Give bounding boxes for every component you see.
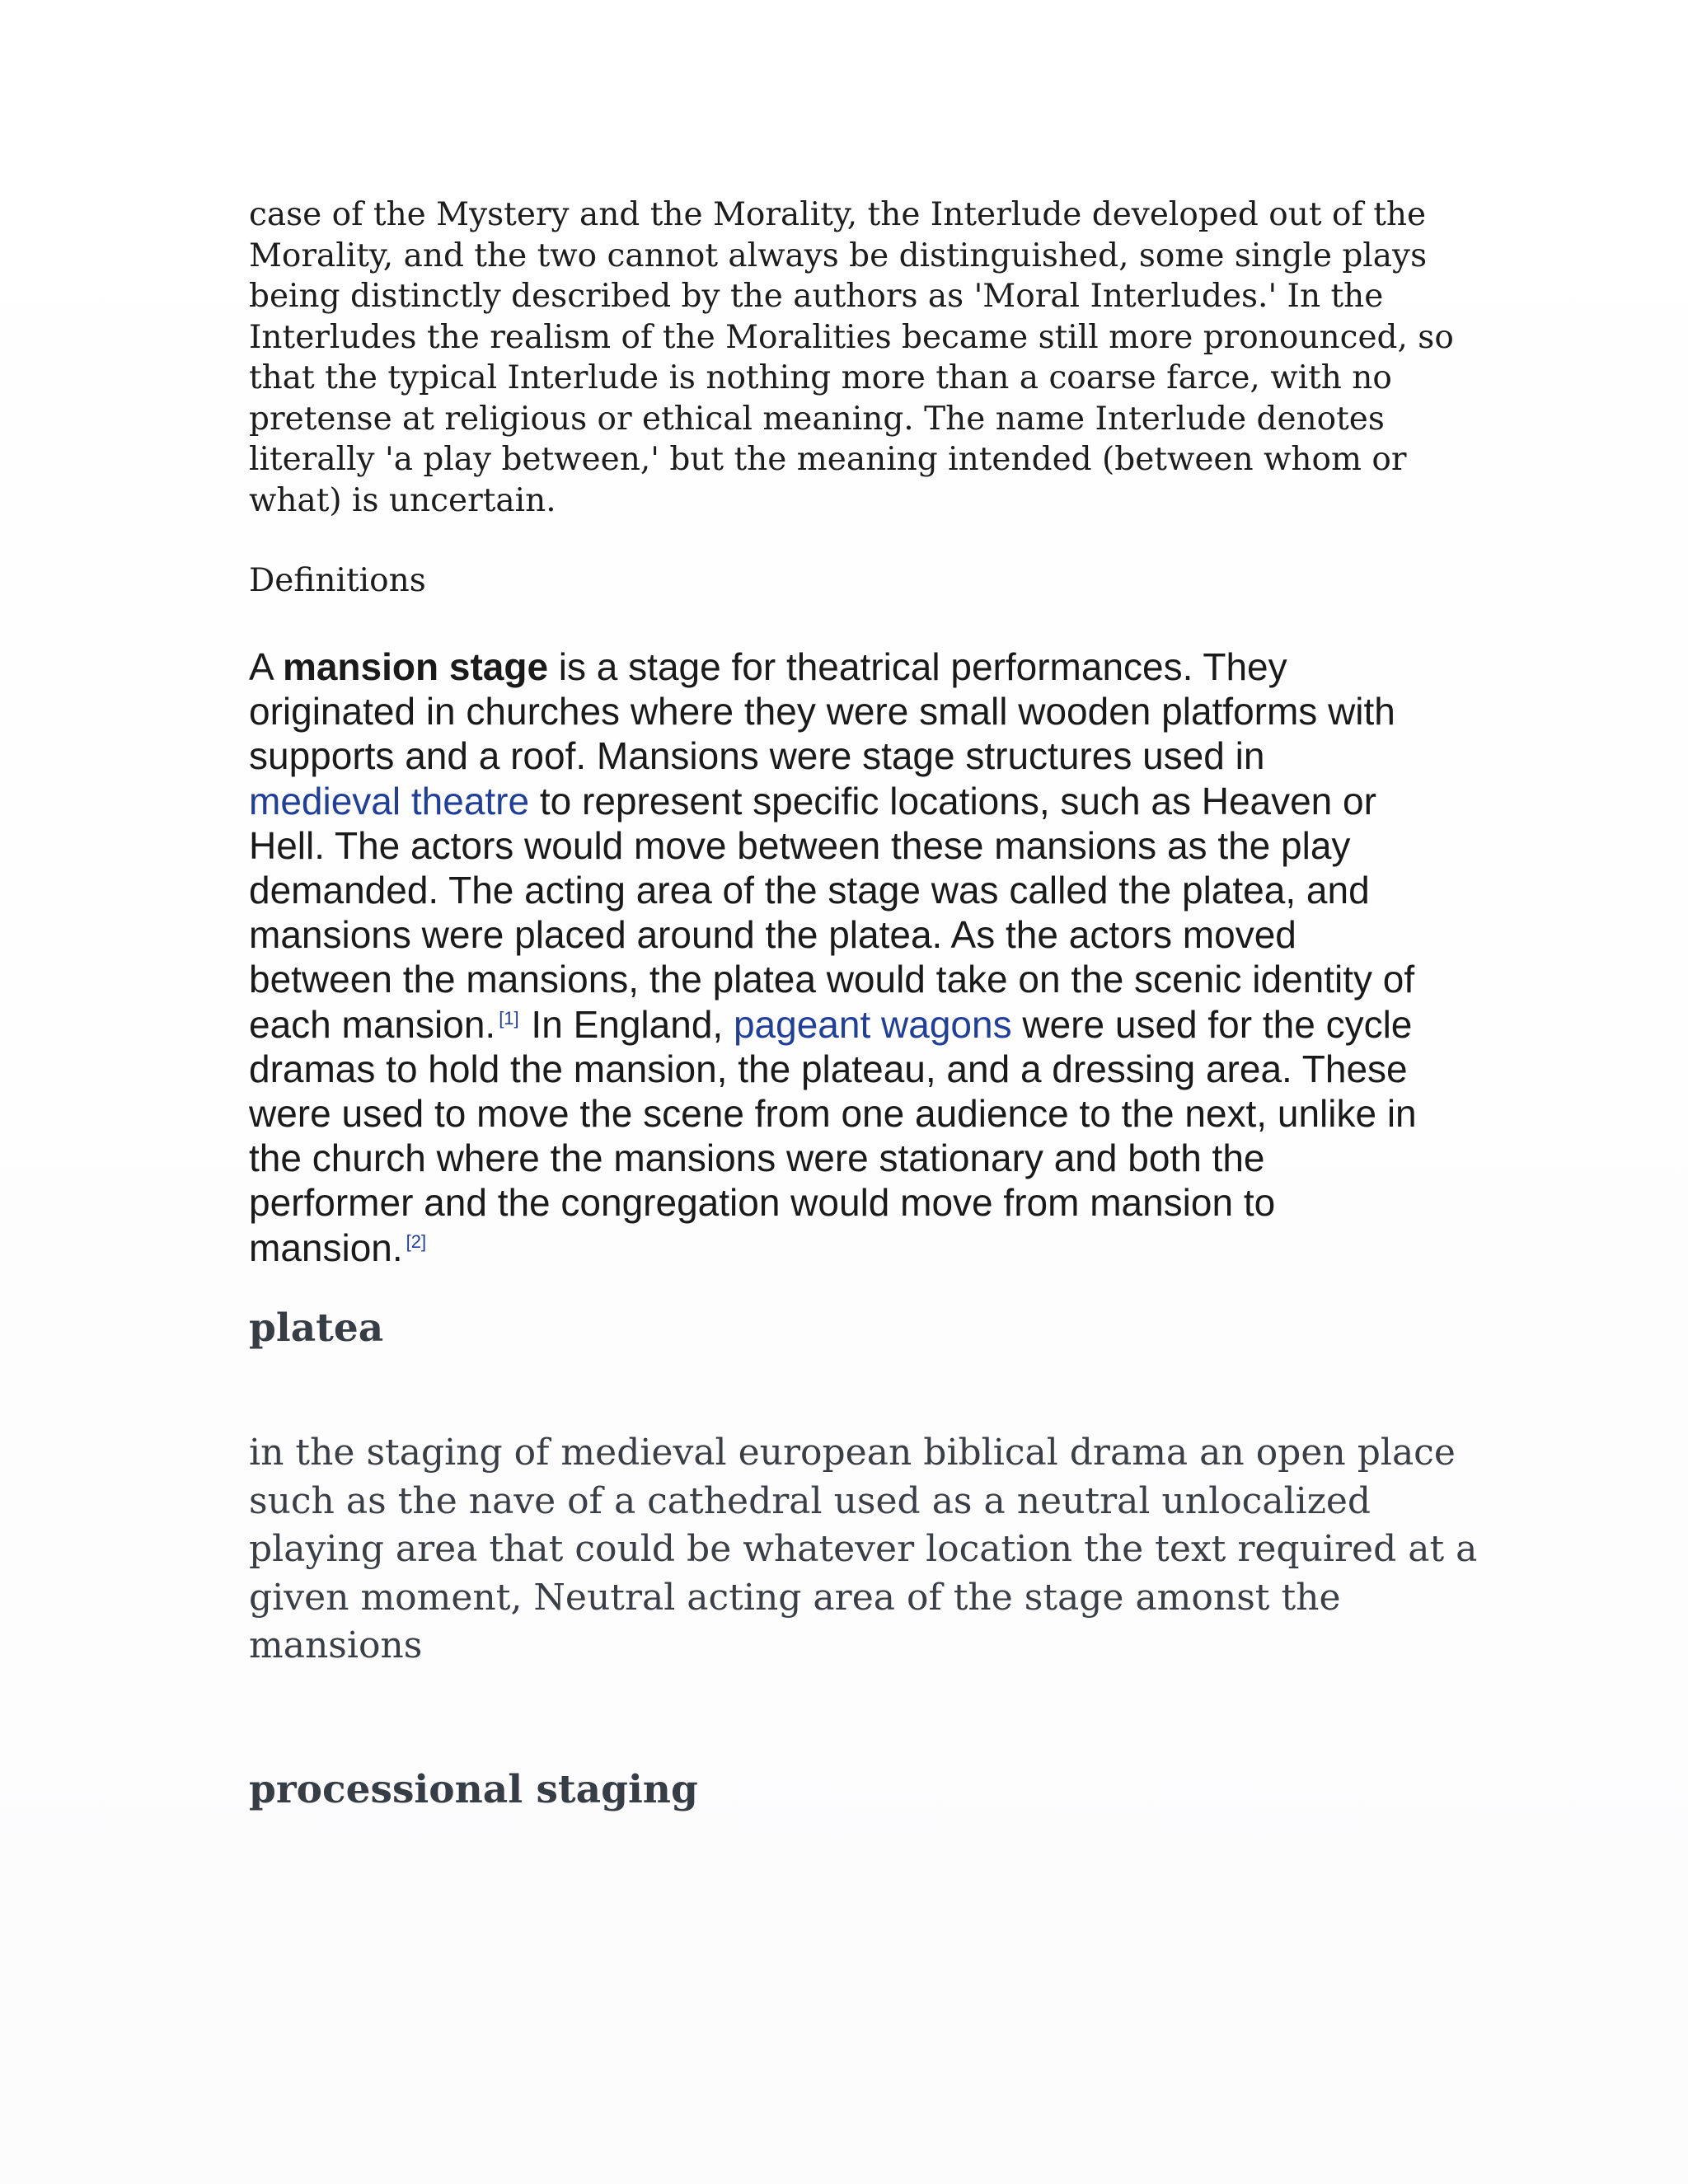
reference-2-link[interactable]: [2] xyxy=(406,1230,427,1252)
paragraph-line: what) is uncertain. xyxy=(249,481,556,519)
paragraph-line: originated in churches where they were small wooden platforms with xyxy=(249,690,1395,733)
reference-1-link[interactable]: [1] xyxy=(499,1007,519,1029)
paragraph-line xyxy=(249,1226,1452,1270)
paragraph-line: that the typical Interlude is nothing more than a coarse farce, with no xyxy=(249,359,1392,396)
interlude-paragraph xyxy=(249,194,1452,521)
platea-heading: platea xyxy=(249,1305,384,1351)
paragraph-text: to represent specific locations, such as Heaven or xyxy=(529,779,1376,823)
paragraph-line: were used to move the scene from one audience to the next, unlike in xyxy=(249,1092,1417,1136)
paragraph-line: mansions xyxy=(249,1624,423,1666)
paragraph-text: were used for the cycle xyxy=(1011,1002,1413,1046)
paragraph-line: such as the nave of a cathedral used as a neutral unlocalized xyxy=(249,1479,1372,1522)
paragraph-line: Morality, and the two cannot always be distinguished, some single plays xyxy=(249,237,1428,274)
paragraph-text: A xyxy=(249,645,283,688)
paragraph-text: In England, xyxy=(520,1002,734,1046)
paragraph-line: playing area that could be whatever location the text required at a xyxy=(249,1528,1478,1570)
paragraph-line: between the mansions, the platea would take on the scenic identity of xyxy=(249,958,1415,1001)
platea-definition xyxy=(249,1429,1478,1671)
paragraph-text: mansion. xyxy=(249,1226,403,1269)
medieval-theatre-link[interactable]: medieval theatre xyxy=(249,779,530,823)
term-mansion-stage: mansion stage xyxy=(282,645,549,688)
paragraph-line: Interludes the realism of the Moralities became still more pronounced, so xyxy=(249,318,1454,356)
paragraph-text: is a stage for theatrical performances. They xyxy=(548,645,1287,688)
paragraph-line: demanded. The acting area of the stage was called the platea, and xyxy=(249,869,1370,912)
paragraph-line xyxy=(249,1002,1452,1047)
pageant-wagons-link[interactable]: pageant wagons xyxy=(733,1002,1012,1046)
paragraph-line xyxy=(249,779,1452,823)
paragraph-line: mansions were placed around the platea. As the actors moved xyxy=(249,913,1296,957)
mansion-stage-paragraph xyxy=(249,644,1452,1270)
paragraph-line: given moment, Neutral acting area of the stage amonst the xyxy=(249,1576,1341,1619)
paragraph-text: each mansion. xyxy=(249,1002,496,1046)
paragraph-line: Hell. The actors would move between these mansions as the play xyxy=(249,823,1351,867)
paragraph-line: dramas to hold the mansion, the plateau, and a dressing area. These xyxy=(249,1047,1408,1090)
paragraph-line xyxy=(249,644,1452,689)
paragraph-line: supports and a roof. Mansions were stage structures used in xyxy=(249,734,1265,778)
paragraph-line: case of the Mystery and the Morality, the Interlude developed out of the xyxy=(249,196,1427,233)
paragraph-line: literally 'a play between,' but the meaning intended (between whom or xyxy=(249,441,1407,478)
paragraph-line: performer and the congregation would move from mansion to xyxy=(249,1181,1276,1225)
paragraph-line: being distinctly described by the authors as 'Moral Interludes.' In the xyxy=(249,278,1384,315)
paragraph-line: in the staging of medieval european biblical drama an open place xyxy=(249,1432,1456,1474)
paragraph-line: pretense at religious or ethical meaning. The name Interlude denotes xyxy=(249,400,1385,438)
paragraph-line: the church where the mansions were stationary and both the xyxy=(249,1137,1265,1180)
processional-staging-heading: processional staging xyxy=(249,1767,698,1812)
definitions-label: Definitions xyxy=(249,562,426,599)
